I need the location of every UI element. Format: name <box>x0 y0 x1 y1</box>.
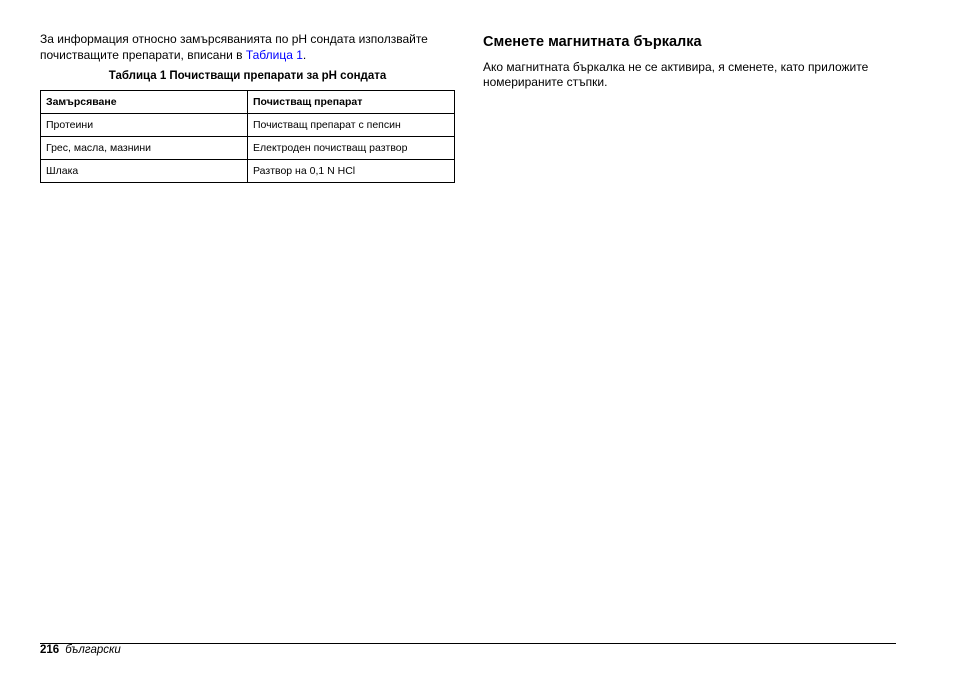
header-cleaning-agent: Почистващ препарат <box>248 91 455 114</box>
cleaning-agents-table <box>40 90 455 183</box>
table-row <box>41 137 455 160</box>
table-link[interactable]: Таблица 1 <box>245 48 303 62</box>
intro-text-end: . <box>302 48 307 62</box>
language-label: български <box>65 644 121 656</box>
section-heading: Сменете магнитната бъркалка <box>483 34 702 50</box>
section-text: Ако магнитната бъркалка не се активира, я сменете, като приложите номерираните стъпки. <box>483 60 869 89</box>
right-column <box>483 33 903 89</box>
table-cell: Шлака <box>41 160 248 183</box>
table-cell: Разтвор на 0,1 N HCl <box>248 160 455 183</box>
intro-text: За информация относно замърсяванията по pH сондата използвайте почистващите препарати, вписани в <box>40 32 428 62</box>
table-row <box>41 160 455 183</box>
table-cell: Електроден почистващ разтвор <box>248 137 455 160</box>
table-cell: Грес, масла, мазнини <box>41 137 248 160</box>
header-contamination: Замърсяване <box>41 91 248 114</box>
table-cell: Почистващ препарат с пепсин <box>248 114 455 137</box>
table-row <box>41 114 455 137</box>
table-caption: Таблица 1 Почистващи препарати за pH сондата <box>108 70 387 82</box>
intro-paragraph <box>40 31 455 63</box>
page-footer <box>40 643 121 657</box>
page-number: 216 <box>40 644 60 656</box>
table-cell: Протеини <box>41 114 248 137</box>
left-column <box>40 31 455 183</box>
footer-divider <box>40 643 896 644</box>
table-header-row <box>41 91 455 114</box>
